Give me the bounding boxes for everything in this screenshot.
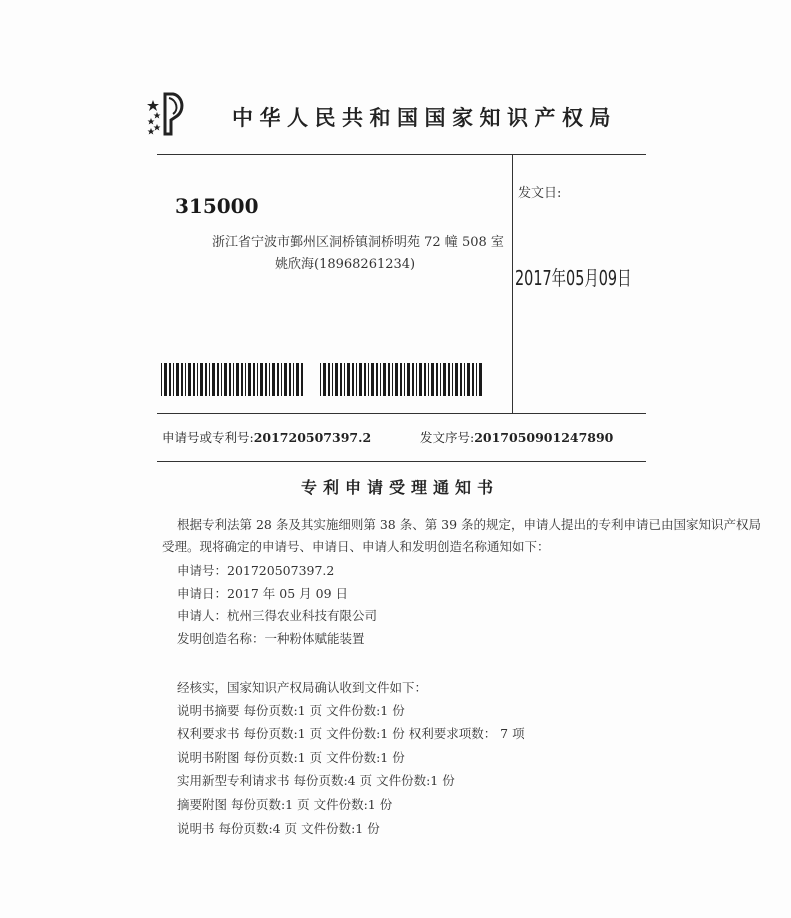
barcode-bar	[383, 363, 386, 396]
barcode-bar	[428, 363, 429, 396]
barcode-bar	[212, 363, 215, 396]
barcode-bar	[332, 363, 333, 396]
barcode-bar	[241, 363, 243, 396]
barcode-bar	[419, 363, 422, 396]
barcode-bar	[260, 363, 263, 396]
reference-divider	[157, 461, 646, 462]
barcode-bar	[176, 363, 179, 396]
application-number-line	[162, 428, 371, 446]
barcode-bar	[392, 363, 393, 396]
application-number-detail: 申请号：201720507397.2	[177, 563, 335, 578]
barcode-bar	[245, 363, 246, 396]
barcode-bar	[284, 363, 287, 396]
barcode-bar	[188, 363, 191, 396]
cnipa-logo-icon	[143, 90, 189, 138]
barcode-bar	[233, 363, 234, 396]
file-item: 说明书附图 每份页数:1 页 文件份数:1 份	[177, 750, 405, 765]
file-item: 摘要附图 每份页数:1 页 文件份数:1 份	[177, 797, 393, 812]
barcode-bar	[217, 363, 219, 396]
barcode-bar	[416, 363, 417, 396]
serial-number-label: 发文序号:	[420, 430, 475, 445]
file-item: 实用新型专利请求书 每份页数:4 页 文件份数:1 份	[177, 773, 455, 788]
barcode-bar	[293, 363, 294, 396]
barcode-bar	[412, 363, 414, 396]
application-number-label: 申请号或专利号:	[162, 430, 254, 445]
barcode-bar	[340, 363, 342, 396]
address-block-divider	[157, 413, 646, 414]
barcode-bar	[455, 363, 458, 396]
application-date-detail: 申请日：2017 年 05 月 09 日	[177, 586, 348, 601]
barcode-bar	[301, 363, 303, 396]
barcode-bar	[460, 363, 462, 396]
barcode-bar	[400, 363, 402, 396]
notice-paragraph-line1: 根据专利法第 28 条及其实施细则第 38 条、第 39 条的规定，申请人提出的专利申请已由国家知识产权局	[177, 517, 762, 532]
barcode-bar	[443, 363, 446, 396]
barcode-bar	[388, 363, 390, 396]
barcode-bar	[323, 363, 326, 396]
barcode-bar	[356, 363, 357, 396]
barcode-bar	[380, 363, 381, 396]
barcode-bar	[253, 363, 255, 396]
barcode-bar	[205, 363, 207, 396]
barcode-bar	[169, 363, 171, 396]
barcode-bar	[209, 363, 210, 396]
recipient-address: 浙江省宁波市鄞州区洞桥镇洞桥明苑 72 幢 508 室	[212, 235, 504, 250]
notice-paragraph-line2: 受理。现将确定的申请号、申请日、申请人和发明创造名称通知如下：	[162, 539, 550, 554]
barcode-bar	[424, 363, 426, 396]
serial-number-line	[420, 428, 613, 446]
header-divider	[157, 154, 646, 155]
barcode-bar	[436, 363, 438, 396]
barcode-bar	[248, 363, 251, 396]
dispatch-date-label: 发文日:	[518, 186, 562, 201]
barcode-bar	[269, 363, 270, 396]
barcode-bar	[181, 363, 183, 396]
barcode-bar	[359, 363, 362, 396]
serial-number-value: 2017050901247890	[474, 430, 614, 445]
file-item: 说明书摘要 每份页数:1 页 文件份数:1 份	[177, 703, 405, 718]
barcode-bar	[407, 363, 410, 396]
recipient-name: 姚欣海(18968261234)	[275, 257, 416, 272]
barcode-bar	[452, 363, 453, 396]
barcode-bar	[289, 363, 291, 396]
barcode-bar	[193, 363, 195, 396]
barcode-bar	[352, 363, 354, 396]
barcode-bar	[364, 363, 366, 396]
notice-title: 专利申请受理通知书	[301, 478, 500, 497]
barcode-bar	[448, 363, 450, 396]
application-number-value: 201720507397.2	[253, 430, 372, 445]
barcode-bar	[277, 363, 279, 396]
barcode-bar	[479, 363, 482, 396]
barcode-bar	[257, 363, 258, 396]
barcode-bar	[404, 363, 405, 396]
barcode-bar	[173, 363, 174, 396]
barcode-bar	[476, 363, 477, 396]
barcode-bar	[185, 363, 186, 396]
barcode-bar	[161, 363, 162, 396]
barcode-bar	[472, 363, 474, 396]
barcode-right	[320, 363, 482, 396]
barcode-bar	[265, 363, 267, 396]
office-name: 中华人民共和国国家知识产权局	[232, 106, 617, 130]
barcode-bar	[229, 363, 231, 396]
date-column-divider	[512, 155, 513, 413]
file-item: 权利要求书 每份页数:1 页 文件份数:1 份 权利要求项数： 7 项	[177, 726, 525, 741]
barcode-bar	[328, 363, 330, 396]
barcode-bar	[467, 363, 470, 396]
barcode-bar	[368, 363, 369, 396]
postcode: 315000	[175, 194, 259, 218]
barcode-bar	[272, 363, 275, 396]
barcode-bar	[281, 363, 282, 396]
barcode-bar	[431, 363, 434, 396]
barcode-bar	[197, 363, 198, 396]
barcode-bar	[236, 363, 239, 396]
dispatch-date-stamp: 2017年05月09日	[515, 266, 632, 290]
barcode-bar	[440, 363, 441, 396]
barcode-bar	[296, 363, 299, 396]
invention-name-detail: 发明创造名称：一种粉体赋能装置	[177, 631, 365, 646]
barcode-left	[161, 363, 304, 396]
barcode-bar	[221, 363, 222, 396]
barcode-bar	[376, 363, 378, 396]
barcode-bar	[224, 363, 227, 396]
barcode-bar	[347, 363, 350, 396]
barcode-bar	[200, 363, 203, 396]
barcode-bar	[395, 363, 398, 396]
barcode-bar	[335, 363, 338, 396]
applicant-detail: 申请人：杭州三得农业科技有限公司	[177, 608, 378, 623]
barcode-bar	[464, 363, 465, 396]
barcode-bar	[344, 363, 345, 396]
file-item: 说明书 每份页数:4 页 文件份数:1 份	[177, 821, 380, 836]
barcode-bar	[320, 363, 321, 396]
barcode-bar	[371, 363, 374, 396]
barcode-bar	[164, 363, 167, 396]
verified-intro: 经核实，国家知识产权局确认收到文件如下：	[177, 680, 428, 695]
